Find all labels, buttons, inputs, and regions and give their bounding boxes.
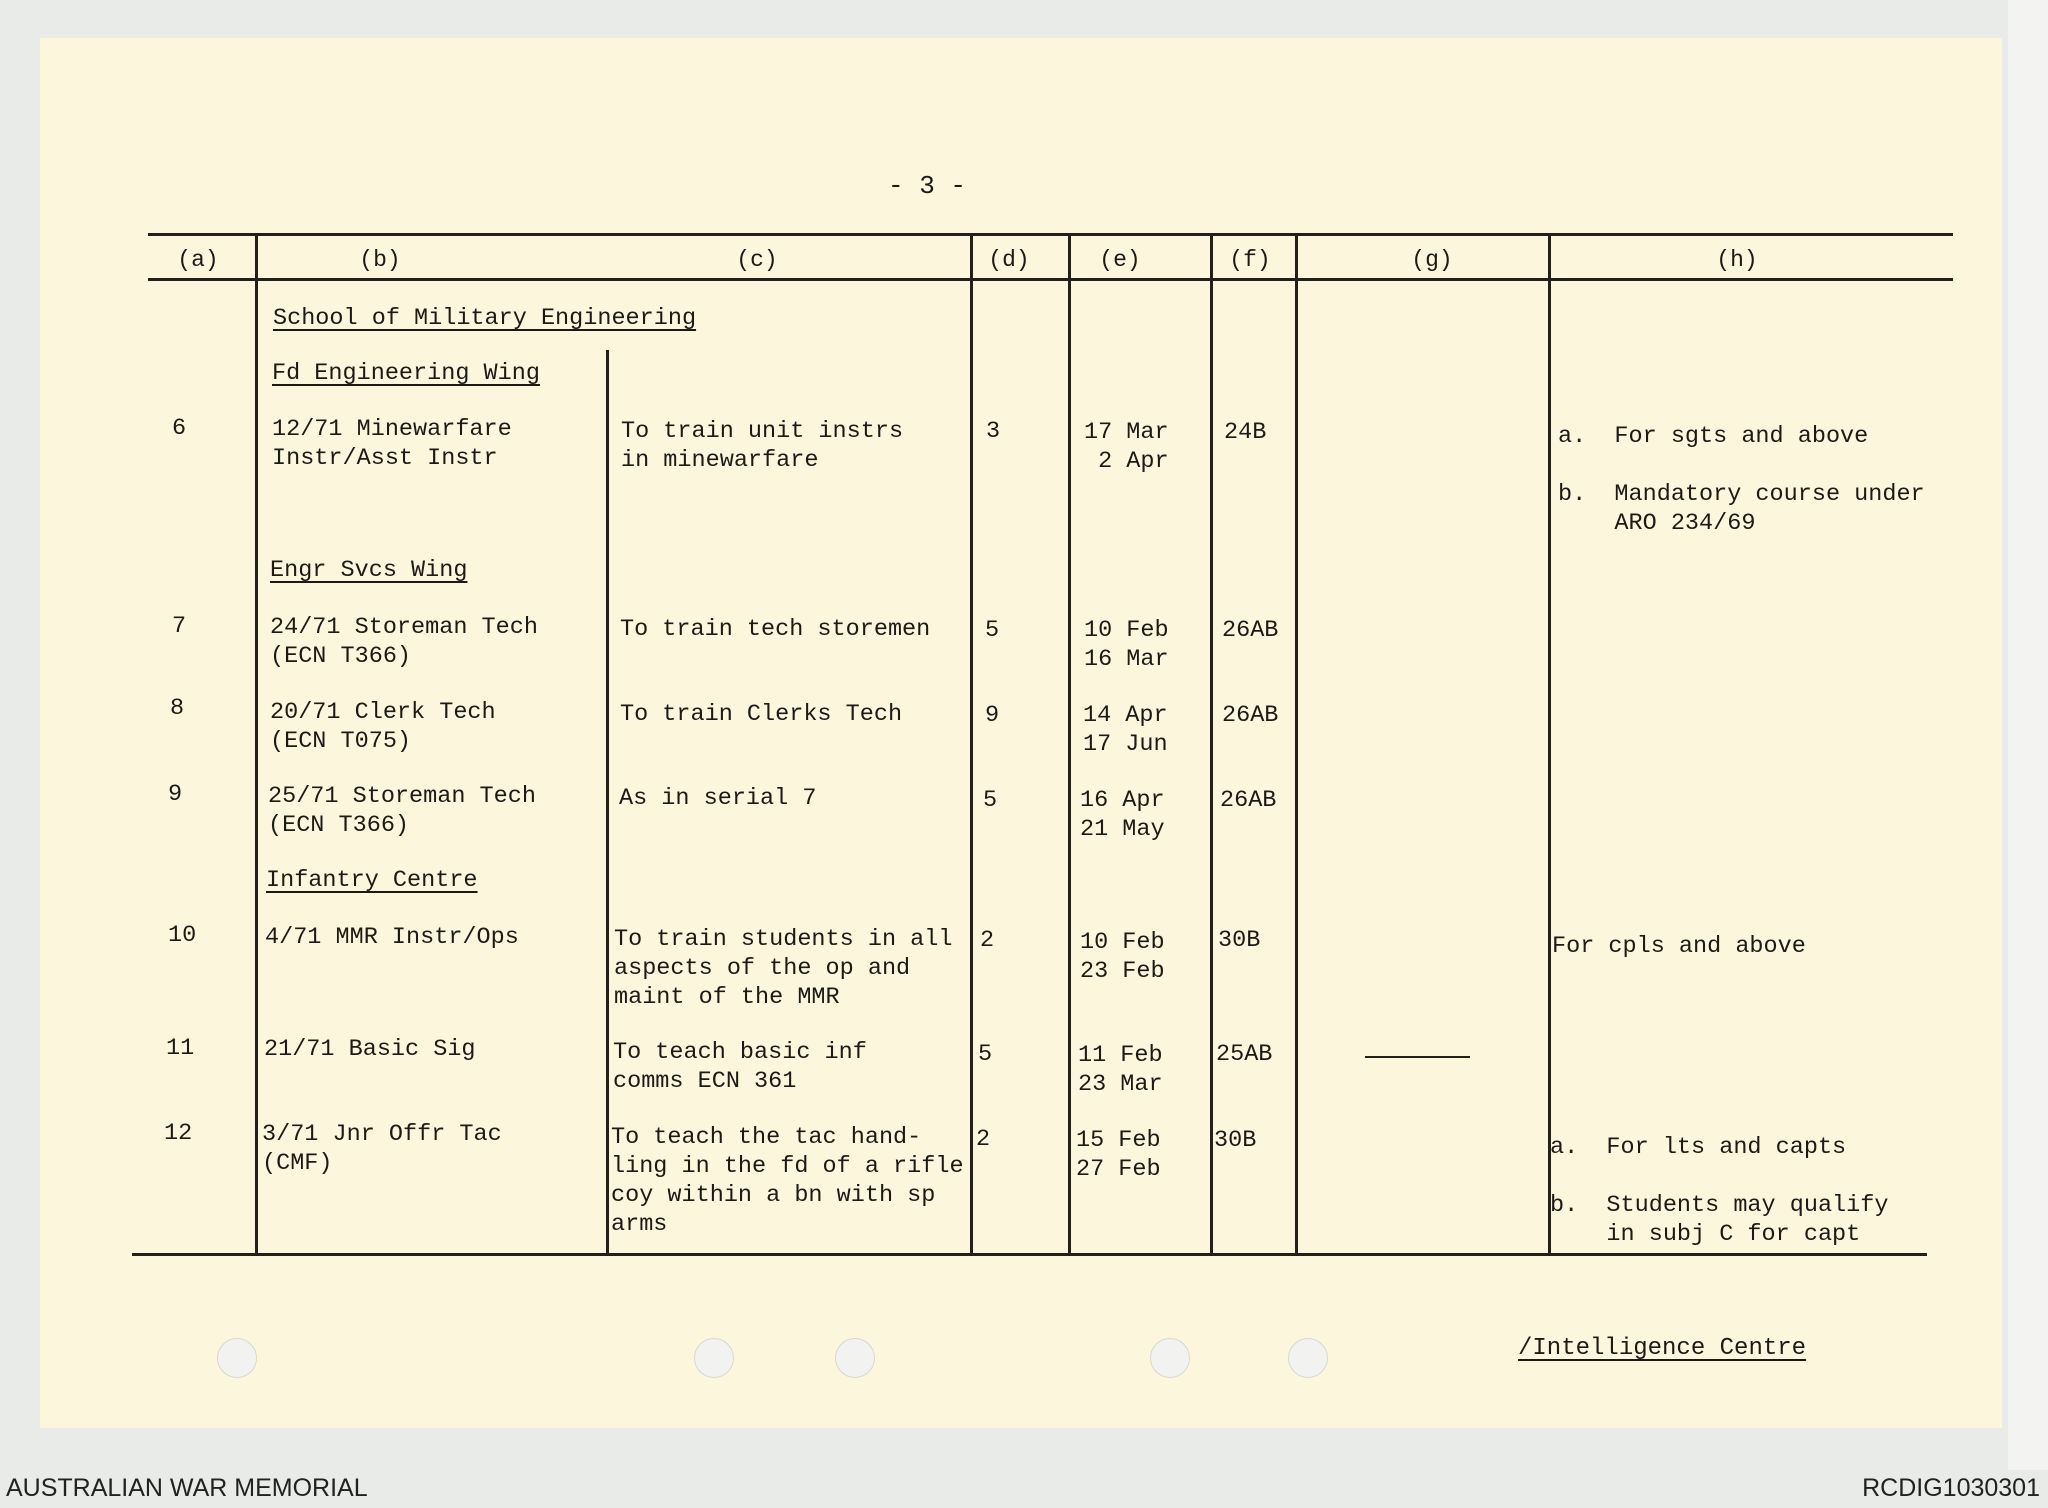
dates-cell: 15 Feb 27 Feb: [1076, 1127, 1161, 1183]
page-number: - 3 -: [888, 171, 967, 201]
header-b: (b): [359, 247, 401, 273]
dates-cell: 16 Apr 21 May: [1080, 787, 1165, 843]
header-g: (g): [1411, 247, 1453, 273]
scan-edge: [2008, 0, 2048, 1470]
header-e: (e): [1099, 247, 1141, 273]
course-cell: 24/71 Storeman Tech (ECN T366): [270, 614, 538, 670]
aim-cell: To train Clerks Tech: [620, 701, 903, 728]
footer-record-id: RCDIG1030301: [1862, 1474, 2040, 1502]
punch-hole: [694, 1338, 734, 1378]
table-top-rule: [148, 233, 1953, 236]
remarks-cell: a. For sgts and above b. Mandatory course under ARO 234/69: [1558, 423, 1925, 537]
aim-cell: To train tech storemen: [620, 616, 931, 643]
section-heading: Infantry Centre: [266, 867, 478, 894]
duration-cell: 5: [978, 1041, 993, 1068]
continuation-note: /Intelligence Centre: [1518, 1335, 1807, 1362]
punch-hole: [1150, 1338, 1190, 1378]
serial-cell: 10: [168, 922, 197, 949]
column-divider-ef: [1210, 233, 1213, 1253]
duration-cell: 9: [985, 702, 1000, 729]
code-cell: 24B: [1224, 419, 1267, 446]
code-cell: 30B: [1218, 927, 1261, 954]
dates-cell: 10 Feb 16 Mar: [1084, 617, 1169, 673]
section-heading: Fd Engineering Wing: [272, 360, 540, 387]
header-c: (c): [736, 247, 778, 273]
column-divider-fg: [1295, 233, 1298, 1253]
column-divider-ab: [255, 233, 258, 1253]
aim-cell: To train unit instrs in minewarfare: [621, 418, 904, 474]
section-heading: Engr Svcs Wing: [270, 557, 468, 584]
code-cell: 26AB: [1222, 702, 1279, 729]
course-cell: 20/71 Clerk Tech (ECN T075): [270, 699, 496, 755]
course-cell: 3/71 Jnr Offr Tac (CMF): [262, 1121, 502, 1177]
code-cell: 30B: [1214, 1127, 1257, 1154]
header-f: (f): [1229, 247, 1271, 273]
dates-cell: 11 Feb 23 Mar: [1078, 1042, 1163, 1098]
code-cell: 25AB: [1216, 1041, 1273, 1068]
column-divider-cd: [970, 233, 973, 1253]
header-h: (h): [1716, 247, 1758, 273]
course-cell: 4/71 MMR Instr/Ops: [265, 924, 519, 951]
table-bottom-rule: [132, 1253, 1927, 1256]
duration-cell: 2: [976, 1126, 991, 1153]
serial-cell: 6: [172, 415, 187, 442]
header-a: (a): [177, 247, 219, 273]
aim-cell: To train students in all aspects of the op and maint of the MMR: [614, 926, 953, 1011]
header-bottom-rule: [148, 278, 1953, 281]
serial-cell: 8: [170, 695, 185, 722]
serial-cell: 9: [168, 781, 183, 808]
punch-hole: [217, 1338, 257, 1378]
dates-cell: 10 Feb 23 Feb: [1080, 929, 1165, 985]
aim-cell: To teach the tac hand- ling in the fd of a rifle coy within a bn with sp arms: [611, 1124, 964, 1238]
column-divider-bc: [606, 350, 609, 1253]
remarks-cell: a. For lts and capts b. Students may qualify in subj C for capt: [1550, 1134, 1889, 1248]
column-divider-gh: [1548, 233, 1551, 1253]
aim-cell: To teach basic inf comms ECN 361: [613, 1039, 867, 1095]
duration-cell: 2: [980, 927, 995, 954]
aim-cell: As in serial 7: [619, 785, 817, 812]
dates-cell: 14 Apr 17 Jun: [1083, 702, 1168, 758]
serial-cell: 11: [166, 1035, 195, 1062]
duration-cell: 5: [985, 617, 1000, 644]
footer-credit: AUSTRALIAN WAR MEMORIAL: [6, 1474, 368, 1502]
course-cell: 21/71 Basic Sig: [264, 1036, 476, 1063]
course-cell: 12/71 Minewarfare Instr/Asst Instr: [272, 416, 512, 472]
serial-cell: 7: [172, 613, 187, 640]
course-cell: 25/71 Storeman Tech (ECN T366): [268, 783, 536, 839]
remarks-cell: For cpls and above: [1552, 933, 1806, 960]
duration-cell: 3: [986, 418, 1001, 445]
dates-cell: 17 Mar 2 Apr: [1084, 419, 1169, 475]
punch-hole: [835, 1338, 875, 1378]
column-divider-de: [1068, 233, 1071, 1253]
code-cell: 26AB: [1222, 617, 1279, 644]
punch-hole: [1288, 1338, 1328, 1378]
section-heading: School of Military Engineering: [273, 305, 697, 332]
dash-mark: [1365, 1056, 1470, 1058]
duration-cell: 5: [983, 787, 998, 814]
serial-cell: 12: [164, 1120, 193, 1147]
header-d: (d): [988, 247, 1030, 273]
code-cell: 26AB: [1220, 787, 1277, 814]
